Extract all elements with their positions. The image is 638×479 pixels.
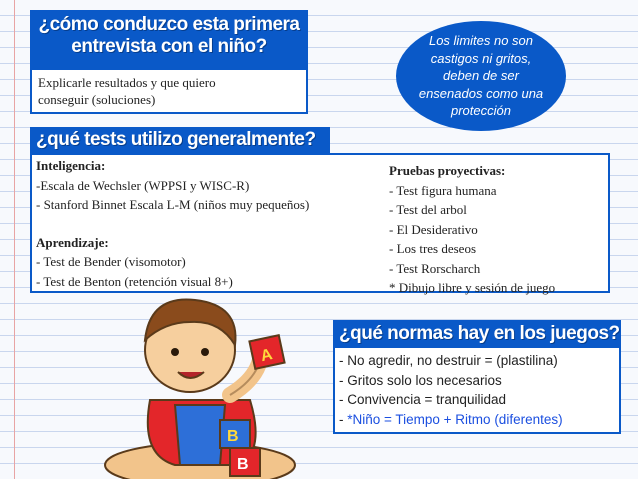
list-item: - Test figura humana xyxy=(389,182,497,198)
tests-right-column xyxy=(389,161,604,298)
section-title-tests: ¿qué tests utilizo generalmente? xyxy=(30,127,330,153)
body-line: Explicarle resultados y que quiero xyxy=(38,75,216,90)
list-item: - Test de Benton (retención visual 8+) xyxy=(36,273,233,289)
list-item: - Gritos solo los necesarios xyxy=(339,372,502,388)
callout-line: Los limites no son xyxy=(428,33,534,49)
list-item: - No agredir, no destruir = (plastilina) xyxy=(339,353,558,368)
list-item: - Convivencia = tranquilidad xyxy=(339,392,506,407)
tests-left-column xyxy=(36,156,381,291)
block-letter: B xyxy=(227,428,239,445)
highlighted-rule: *Niño = Tiempo + Ritmo (diferentes) xyxy=(347,411,563,427)
projective-heading: Pruebas proyectivas: xyxy=(389,163,506,178)
callout-line: deben de ser xyxy=(443,68,519,84)
limits-callout xyxy=(396,21,566,131)
callout-line: castigos ni gritos, xyxy=(430,50,532,66)
tests-box xyxy=(30,153,610,293)
list-item: - Test del arbol xyxy=(389,202,467,217)
learning-heading: Aprendizaje: xyxy=(36,234,109,250)
list-item: - Test de Bender (visomotor) xyxy=(36,254,186,269)
block-letter: B xyxy=(237,456,249,473)
body-line: conseguir (soluciones) xyxy=(38,91,156,107)
list-item: -Escala de Wechsler (WPPSI y WISC-R) xyxy=(36,177,250,193)
callout-line: ensenados como una xyxy=(418,85,544,101)
list-item: - Stanford Binnet Escala L-M (niños muy pequeños) xyxy=(36,197,310,212)
section-title-first-interview xyxy=(30,10,308,68)
list-prefix: - xyxy=(339,411,348,427)
list-item: - Los tres deseos xyxy=(389,241,477,256)
list-item: - El Desiderativo xyxy=(389,221,478,237)
block-letter: A xyxy=(259,346,274,366)
title-line: entrevista con el niño? xyxy=(71,35,267,57)
list-item: * Dibujo libre y sesión de juego xyxy=(389,280,556,295)
callout-line: protección xyxy=(451,103,511,119)
list-item xyxy=(339,410,615,430)
spacer xyxy=(36,215,381,233)
game-rules-box xyxy=(333,346,621,434)
first-interview-box xyxy=(30,68,308,114)
intelligence-heading: Inteligencia: xyxy=(36,158,106,173)
section-title-game-rules: ¿qué normas hay en los juegos? xyxy=(333,320,621,348)
list-item: - Test Rorscharch xyxy=(389,260,481,276)
title-line: ¿cómo conduzco esta primera xyxy=(38,14,300,35)
